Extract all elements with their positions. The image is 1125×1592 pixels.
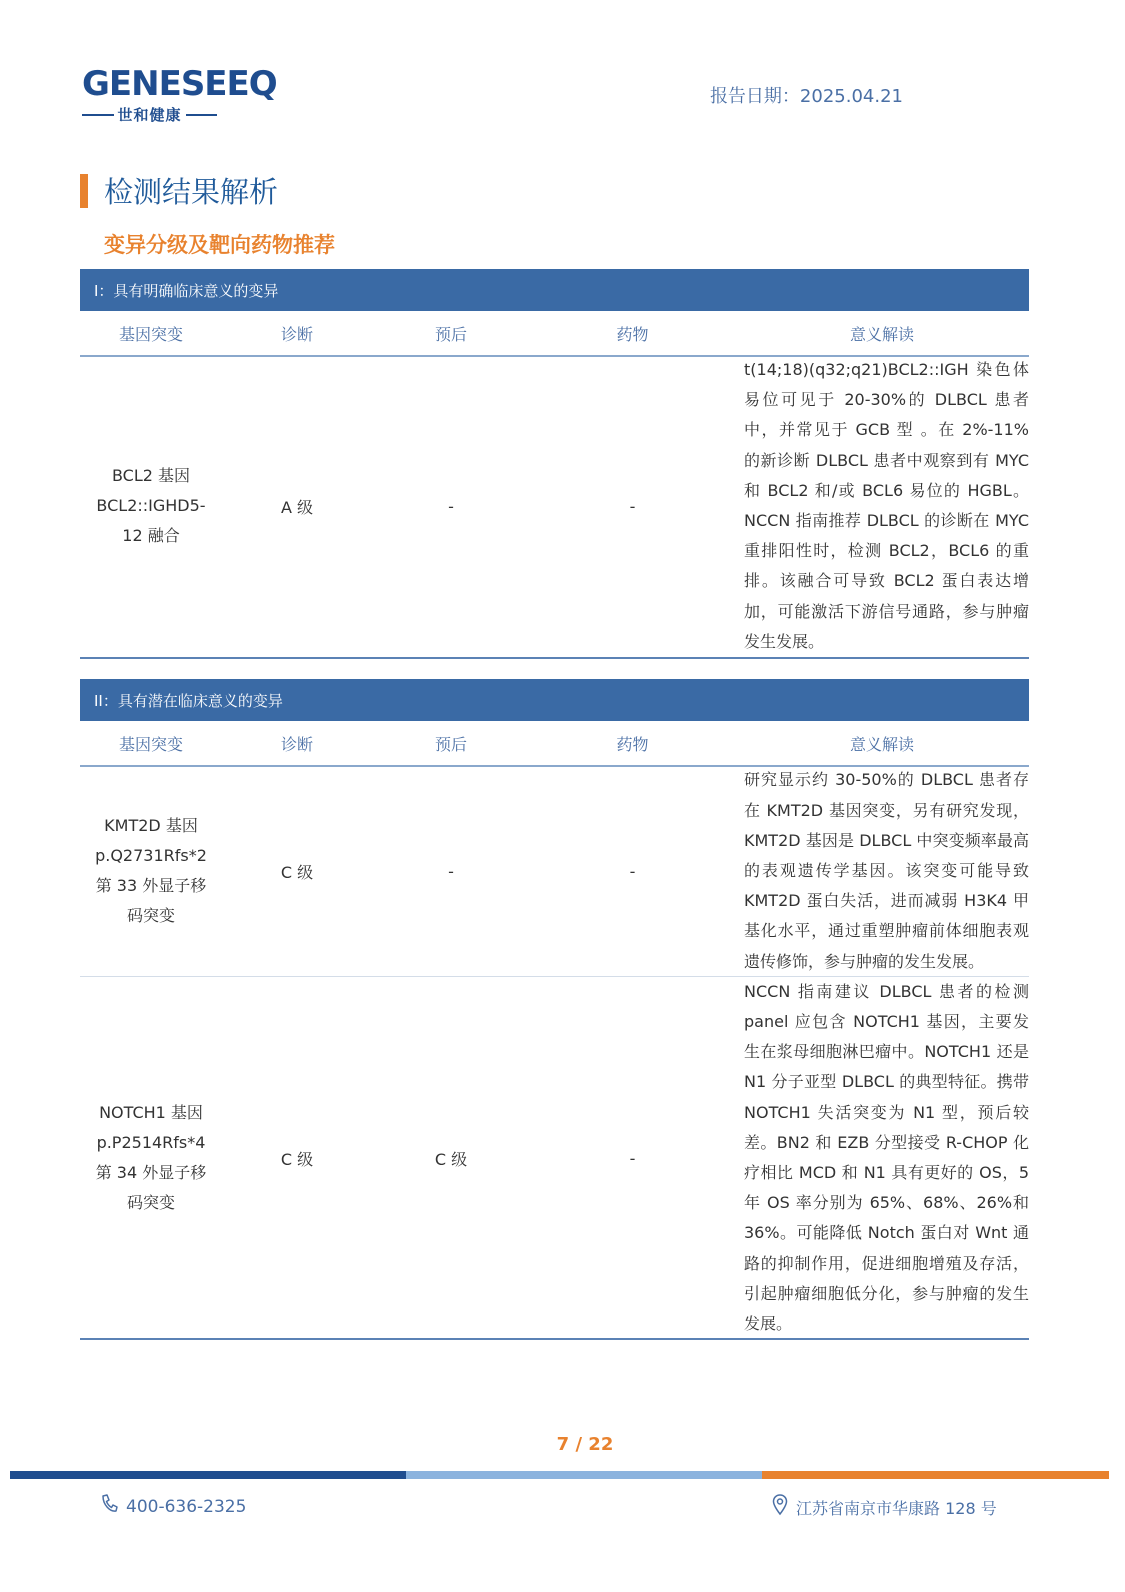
footer-address <box>772 1494 997 1520</box>
gene-line: KMT2D 基因 <box>104 816 198 835</box>
interpretation-cell: t(14;18)(q32;q21)BCL2::IGH 染色体易位可见于 20-30%的 DLBCL 患者中，并常见于 GCB 型 。在 2%-11% 的新诊断 DLBCL 患者中观察到有 MYC 和 BCL2 和/或 BCL6 易位的 HGBL。NCCN 指南推荐 DLBCL 的诊断在 MYC 重排阳性时，检测 BCL2，BCL6 的重排。该融合可导致 BCL2 蛋白表达增加，可能激活下游信号通路，参与肿瘤发生发展。 <box>744 359 1029 651</box>
col-interpretation: 意义解读 <box>849 734 914 754</box>
footer-bar-dark-blue <box>10 1471 406 1479</box>
interpretation-cell: NCCN 指南建议 DLBCL 患者的检测 panel 应包含 NOTCH1 基因，主要发生在浆母细胞淋巴瘤中。NOTCH1 还是 N1 分子亚型 DLBCL 的典型特征。携带 NOTCH1 失活突变为 N1 型，预后较差。BN2 和 EZB 分型接受 R-CHOP 化疗相比 MCD 和 N1 具有更好的 OS，5 年 OS 率分别为 65%、68%、26%和 36%。可能降低 Notch 蛋白对 Wnt 通路的抑制作用，促进细胞增殖及存活，引起肿瘤细胞低分化，参与肿瘤的发生发展。 <box>744 981 1029 1334</box>
report-date: 报告日期：2025.04.21 <box>709 86 903 107</box>
gene-cell <box>80 461 222 551</box>
gene-cell <box>80 1098 222 1218</box>
table-row <box>80 766 1029 976</box>
tier2-column-header <box>80 721 1029 767</box>
page-number: 7 / 22 <box>556 1434 614 1455</box>
location-pin-icon <box>772 1494 788 1520</box>
phone-icon <box>100 1494 118 1519</box>
section-title-accent <box>80 174 88 208</box>
section-title <box>80 170 278 211</box>
phone-number: 400-636-2325 <box>126 1496 247 1517</box>
col-gene: 基因突变 <box>118 734 183 754</box>
gene-line: BCL2 基因 <box>111 466 191 485</box>
section-title-text: 检测结果解析 <box>104 175 279 209</box>
col-prognosis: 预后 <box>434 324 467 344</box>
logo-subline <box>82 104 217 125</box>
gene-line: 码突变 <box>126 1193 175 1212</box>
tier2-table-end <box>80 1338 1029 1340</box>
footer-bar-orange <box>762 1471 1109 1479</box>
drug-cell: - <box>629 861 636 881</box>
gene-line: NOTCH1 基因 <box>99 1103 203 1122</box>
gene-cell <box>80 811 222 931</box>
gene-line: BCL2::IGHD5- <box>96 496 206 515</box>
col-drug: 药物 <box>616 324 649 344</box>
col-prognosis: 预后 <box>434 734 467 754</box>
logo-rule-right <box>186 114 218 116</box>
logo-rule-left <box>82 114 114 116</box>
col-diagnosis: 诊断 <box>280 324 313 344</box>
diagnosis-cell: C 级 <box>280 1149 314 1169</box>
col-interpretation: 意义解读 <box>849 324 914 344</box>
tier1-column-header <box>80 311 1029 357</box>
footer-phone <box>100 1494 246 1519</box>
prognosis-cell: C 级 <box>434 1149 468 1169</box>
gene-line: 第 34 外显子移 <box>95 1163 207 1182</box>
subsection-title: 变异分级及靶向药物推荐 <box>104 233 335 257</box>
gene-line: p.Q2731Rfs*2 <box>95 846 207 865</box>
drug-cell: - <box>629 1148 636 1168</box>
col-drug: 药物 <box>616 734 649 754</box>
diagnosis-cell: A 级 <box>280 497 314 517</box>
col-gene: 基因突变 <box>118 324 183 344</box>
logo-wordmark: GENESEEQ <box>82 64 277 104</box>
prognosis-cell: - <box>448 861 454 881</box>
logo-chinese-name: 世和健康 <box>117 106 182 124</box>
diagnosis-cell: C 级 <box>280 862 314 882</box>
gene-line: 码突变 <box>126 906 175 925</box>
tier1-header: I：具有明确临床意义的变异 <box>80 269 1029 311</box>
tier1-table-end <box>80 657 1029 659</box>
col-diagnosis: 诊断 <box>280 734 313 754</box>
drug-cell: - <box>629 496 636 516</box>
company-logo <box>82 64 277 125</box>
address-text: 江苏省南京市华康路 128 号 <box>796 1498 997 1518</box>
interpretation-cell: 研究显示约 30-50%的 DLBCL 患者存在 KMT2D 基因突变，另有研究发现，KMT2D 基因是 DLBCL 中突变频率最高的表观遗传学基因。该突变可能导致 KMT2D 蛋白失活，进而减弱 H3K4 甲基化水平，通过重塑肿瘤前体细胞表观遗传修饰，参与肿瘤的发生发展。 <box>744 770 1029 971</box>
table-row <box>80 978 1029 1338</box>
footer-bar-light-blue <box>406 1471 762 1479</box>
gene-line: 第 33 外显子移 <box>95 876 207 895</box>
gene-line: 12 融合 <box>122 526 180 545</box>
prognosis-cell: - <box>448 496 454 516</box>
table-row <box>80 356 1029 656</box>
tier2-header: II：具有潜在临床意义的变异 <box>80 679 1029 721</box>
gene-line: p.P2514Rfs*4 <box>96 1133 206 1152</box>
